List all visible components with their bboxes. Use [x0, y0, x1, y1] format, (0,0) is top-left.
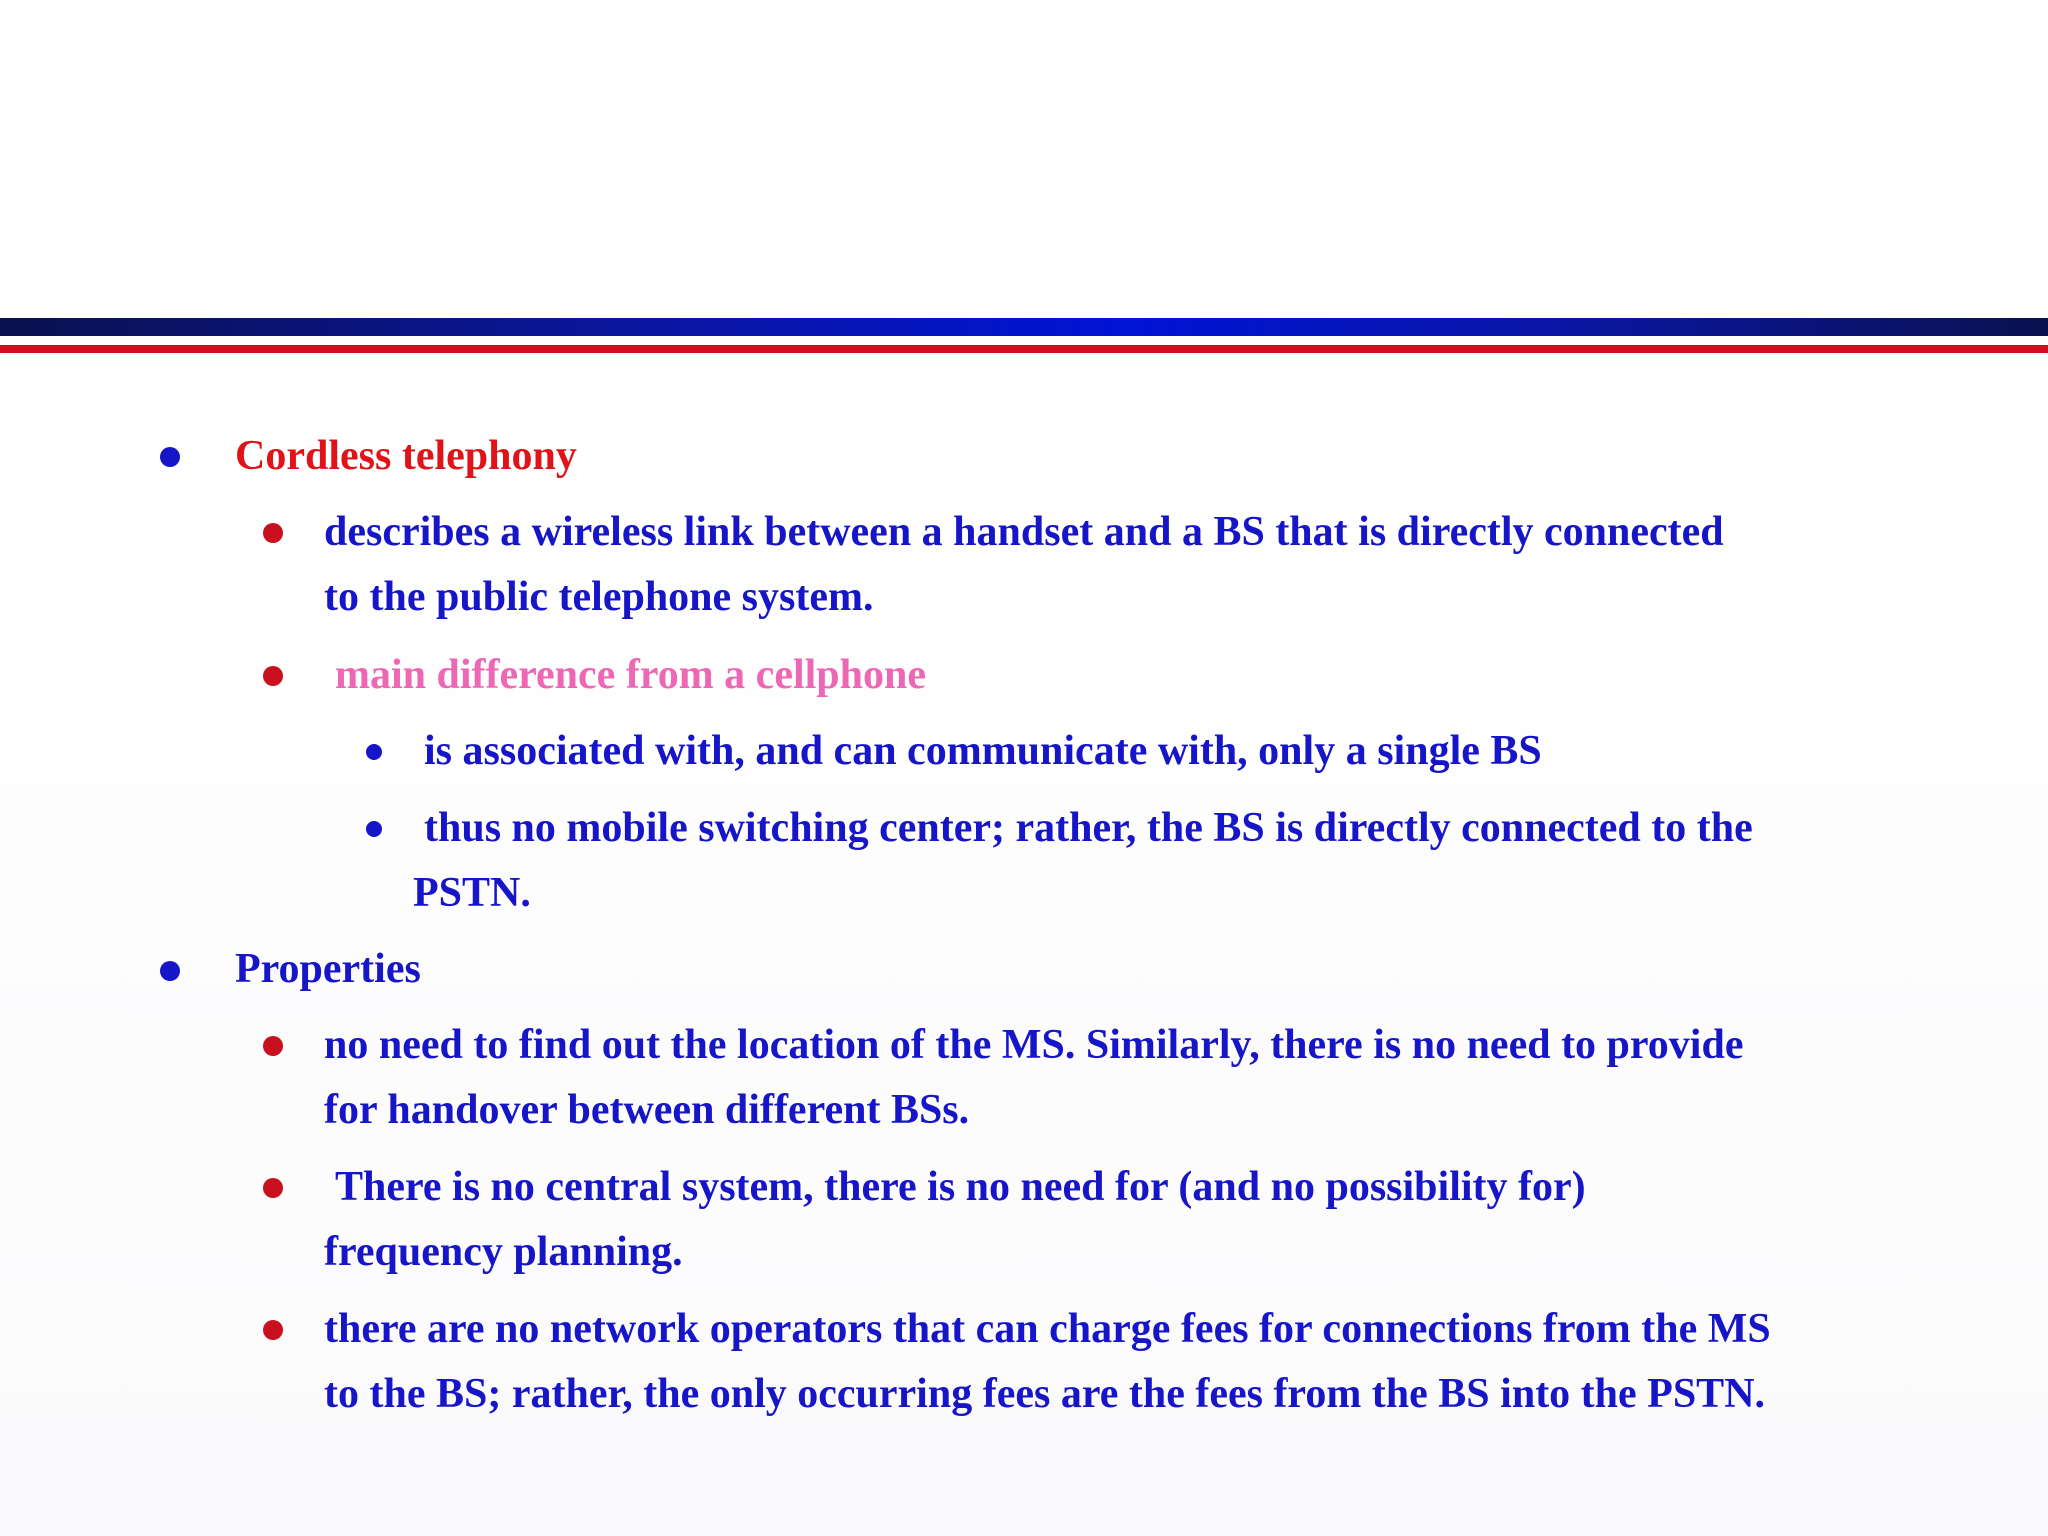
subheading-main-difference: main difference from a cellphone [335, 652, 927, 698]
point-text: there are no network operators that can charge fees for connections from the MS [324, 1306, 1771, 1352]
point-text-continued: to the BS; rather, the only occurring fees are the fees from the BS into the PSTN. [324, 1371, 1766, 1417]
section-heading-properties: Properties [235, 946, 421, 992]
subpoint-text: thus no mobile switching center; rather, the BS is directly connected to the [424, 805, 1753, 851]
point-text-continued: frequency planning. [324, 1229, 683, 1275]
point-text: describes a wireless link between a handset and a BS that is directly connected [324, 509, 1724, 555]
point-text-continued: for handover between different BSs. [324, 1087, 970, 1133]
bullet-dot-icon [263, 1320, 283, 1340]
point-text: There is no central system, there is no need for (and no possibility for) [335, 1164, 1586, 1210]
bullet-dot-icon [366, 744, 382, 760]
bullet-dot-icon [160, 961, 180, 981]
bullet-dot-icon [263, 1036, 283, 1056]
bullet-dot-icon [263, 1178, 283, 1198]
bullet-dot-icon [160, 447, 180, 467]
point-text: no need to find out the location of the MS. Similarly, there is no need to provide [324, 1022, 1744, 1068]
bullet-dot-icon [263, 666, 283, 686]
point-text-continued: to the public telephone system. [324, 574, 874, 620]
section-heading-cordless: Cordless telephony [235, 433, 577, 479]
subpoint-text-continued: PSTN. [413, 870, 531, 916]
bullet-dot-icon [263, 523, 283, 543]
bullet-dot-icon [366, 821, 382, 837]
subpoint-text: is associated with, and can communicate with, only a single BS [424, 728, 1542, 774]
